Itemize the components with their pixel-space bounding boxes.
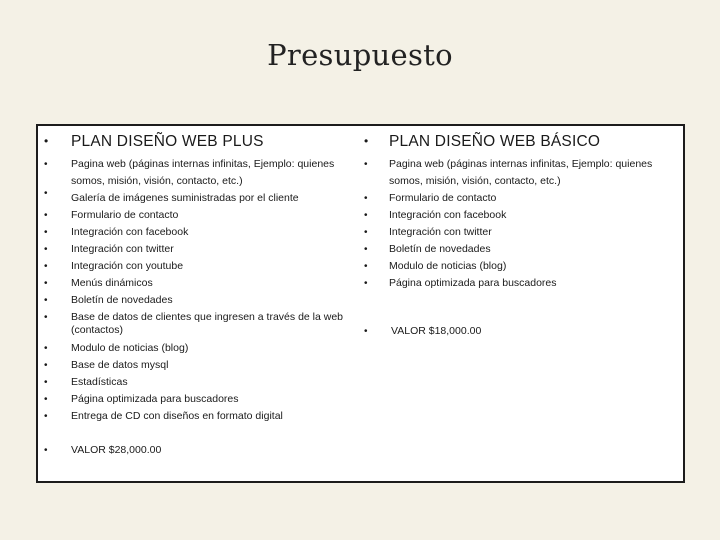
content-box: • PLAN DISEÑO WEB PLUS • Pagina web (páginas internas infinitas, Ejemplo: quienes somos, misión, visión, contacto, etc.) • Galería de imágenes suministradas por el cliente • Formulario de contacto • Integración con facebook • Integración con twitter • Integración con youtube • Menús dinámicos • Boletín de novedades • Base de datos de clientes que ingresen a través de la web (contactos) • Modulo de noticias (blog) • Base de datos mysql • Estadísticas • Página optimizada para buscadores • Entrega de CD con diseños en formato digital • VALOR $28,000.00 • PLAN DISEÑO WEB BÁSICO • Pagina web (páginas internas infinitas, Ejemplo: quienes somos, misión, visión, contacto, etc.) • Formulario de contacto • Integración con facebook • Integración con twitter • Boletín de novedades • Modulo de noticias (blog) • Página optimizada para buscadores • VALOR $18,000.00 — [36, 124, 685, 483]
plan-plus-price: VALOR $28,000.00 — [71, 444, 162, 456]
slide-title: Presupuesto — [267, 38, 453, 72]
bullet-icon: • — [44, 134, 49, 148]
bullet-icon: • — [364, 244, 368, 255]
bullet-icon: • — [364, 210, 368, 221]
bullet-icon: • — [44, 244, 48, 255]
bullet-icon: • — [44, 377, 48, 388]
plan-basico-price: VALOR $18,000.00 — [391, 325, 482, 337]
bullet-icon: • — [44, 188, 48, 199]
bullet-icon: • — [364, 134, 369, 148]
bullet-icon: • — [44, 312, 48, 323]
bullet-icon: • — [44, 227, 48, 238]
bullet-icon: • — [364, 159, 368, 170]
bullet-icon: • — [44, 278, 48, 289]
bullet-icon: • — [44, 411, 48, 422]
plan-basico-heading: PLAN DISEÑO WEB BÁSICO — [389, 133, 601, 150]
bullet-icon: • — [364, 193, 368, 204]
bullet-icon: • — [364, 261, 368, 272]
bullet-icon: • — [44, 394, 48, 405]
bullet-icon: • — [44, 445, 48, 456]
bullet-icon: • — [364, 227, 368, 238]
bullet-icon: • — [44, 159, 48, 170]
bullet-icon: • — [44, 261, 48, 272]
bullet-icon: • — [44, 295, 48, 306]
bullet-icon: • — [44, 360, 48, 371]
plan-plus-heading: PLAN DISEÑO WEB PLUS — [71, 133, 264, 150]
bullet-icon: • — [364, 326, 368, 337]
bullet-icon: • — [44, 343, 48, 354]
bullet-icon: • — [44, 210, 48, 221]
bullet-icon: • — [364, 278, 368, 289]
